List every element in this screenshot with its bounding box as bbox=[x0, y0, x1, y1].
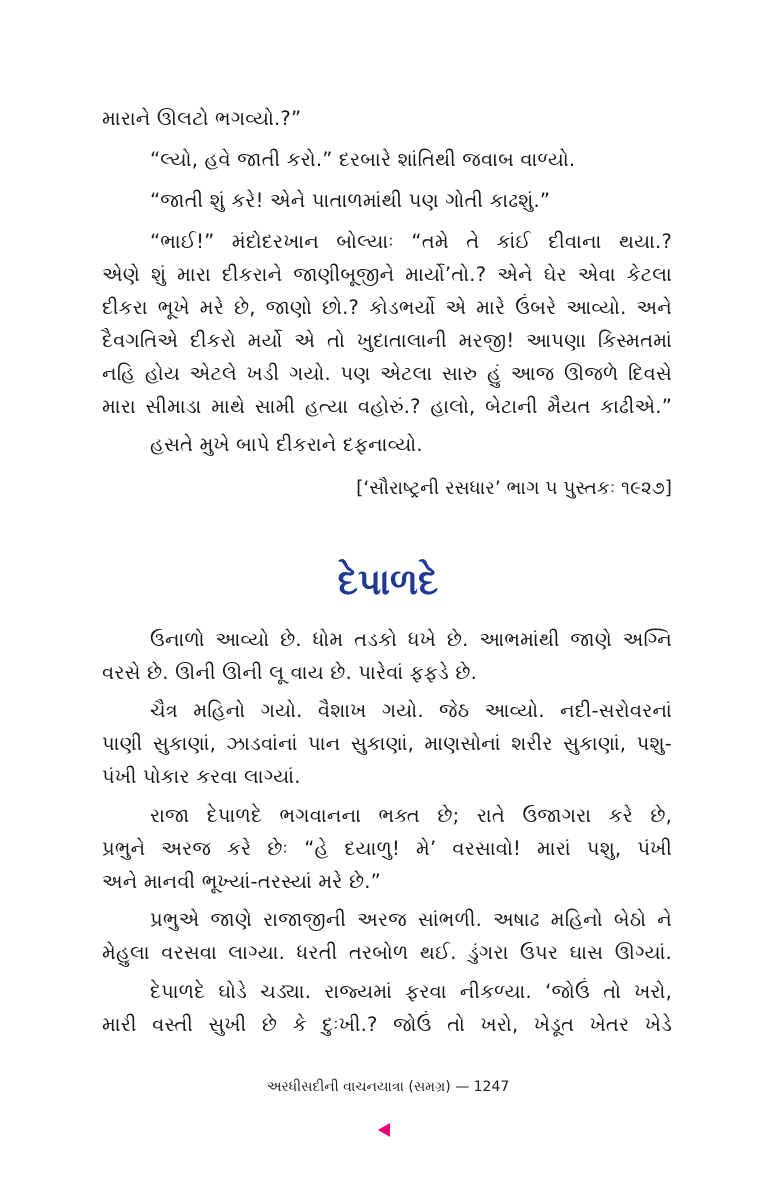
story-line: વરસે છે. ઊની ઊની લૂ વાય છે. પારેવાં ફફડે છે. bbox=[102, 661, 477, 684]
prev-story-line: “ભાઈ!” મંદોદરખાન બોલ્યાઃ “તમે તે કાંઈ દીવાના થયા.? bbox=[150, 230, 672, 253]
prev-story-line: નહિ હોય એટલે ખડી ગયો. પણ એટલા સારુ હું આજ ઊજળે દિવસે bbox=[102, 362, 672, 385]
story-line: અને માનવી ભૂખ્યાં-તરસ્યાં મરે છે.” bbox=[102, 870, 381, 893]
prev-story-line: મારાને ઊલટો ભગવ્યો.?” bbox=[102, 107, 302, 130]
page-number: 1247 bbox=[473, 1079, 510, 1095]
prev-story-line: દૈવગતિએ દીકરો મર્યો એ તો ખુદાતાલાની મરજી! આપણા કિસ્મતમાં bbox=[102, 329, 672, 352]
story-line: પંખી પોકાર કરવા લાગ્યાં. bbox=[102, 765, 301, 788]
story-title: દેપાળદે bbox=[337, 562, 439, 603]
footer-separator: — bbox=[455, 1079, 470, 1095]
prev-story-line: હસતે મુખે બાપે દીકરાને દફનાવ્યો. bbox=[150, 433, 423, 456]
story-line: પ્રભુને અરજ કરે છેઃ “હે દયાળુ! મે’ વરસાવો! મારાં પશુ, પંખી bbox=[102, 837, 672, 860]
story-line: મારી વસ્તી સુખી છે કે દુઃખી.? જોઉં તો ખરો, ખેડૂત ખેતર ખેડે bbox=[102, 1013, 672, 1036]
story-line: પાણી સુકાણાં, ઝાડવાંનાં પાન સુકાણાં, માણસોનાં શરીર સુકાણાં, પશુ- bbox=[102, 732, 672, 755]
page-footer bbox=[0, 1077, 776, 1097]
story-line: મેહુલા વરસવા લાગ્યા. ધરતી તરબોળ થઈ. ડુંગરા ઉપર ઘાસ ઊગ્યાં. bbox=[102, 941, 672, 964]
page-marker-triangle-icon bbox=[378, 1123, 390, 1137]
source-citation: [‘સૌરાષ્ટ્રની રસધાર’ ભાગ ૫ પુસ્તકઃ ૧૯૨૭] bbox=[356, 478, 672, 499]
story-line: દેપાળદે ઘોડે ચડ્યા. રાજ્યમાં ફરવા નીકળ્યા. ‘જોઉં તો ખરો, bbox=[150, 980, 672, 1003]
story-line: ચૈત્ર મહિનો ગયો. વૈશાખ ગયો. જેઠ આવ્યો. નદી-સરોવરનાં bbox=[150, 699, 672, 722]
prev-story-line: “જાતી શું કરે! એને પાતાળમાંથી પણ ગોતી કાઢશું.” bbox=[150, 189, 551, 212]
footer-book-title: અરધીસદીની વાચનયાત્રા (સમગ્ર) bbox=[266, 1079, 451, 1095]
prev-story-line: મારા સીમાડા માથે સામી હત્યા વહોરું.? હાલો, બેટાની મૈયત કાઢીએ.” bbox=[102, 395, 672, 418]
story-line: રાજા દેપાળદે ભગવાનના ભક્ત છે; રાતે ઉજાગરા કરે છે, bbox=[150, 804, 672, 827]
story-line: પ્રભુએ જાણે રાજાજીની અરજ સાંભળી. અષાઢ મહિનો બેઠો ને bbox=[150, 908, 672, 931]
prev-story-line: એણે શું મારા દીકરાને જાણીબૂજીને માર્યો’તો.? એને ઘેર એવા કેટલા bbox=[102, 263, 672, 286]
prev-story-line: દીકરા ભૂખે મરે છે, જાણો છો.? કોડભર્યો એ મારે ઉંબરે આવ્યો. અને bbox=[102, 296, 672, 319]
story-line: ઉનાળો આવ્યો છે. ધોમ તડકો ધખે છે. આભમાંથી જાણે અગ્નિ bbox=[150, 628, 672, 651]
prev-story-line: “લ્યો, હવે જાતી કરો.” દરબારે શાંતિથી જવાબ વાળ્યો. bbox=[150, 148, 576, 171]
